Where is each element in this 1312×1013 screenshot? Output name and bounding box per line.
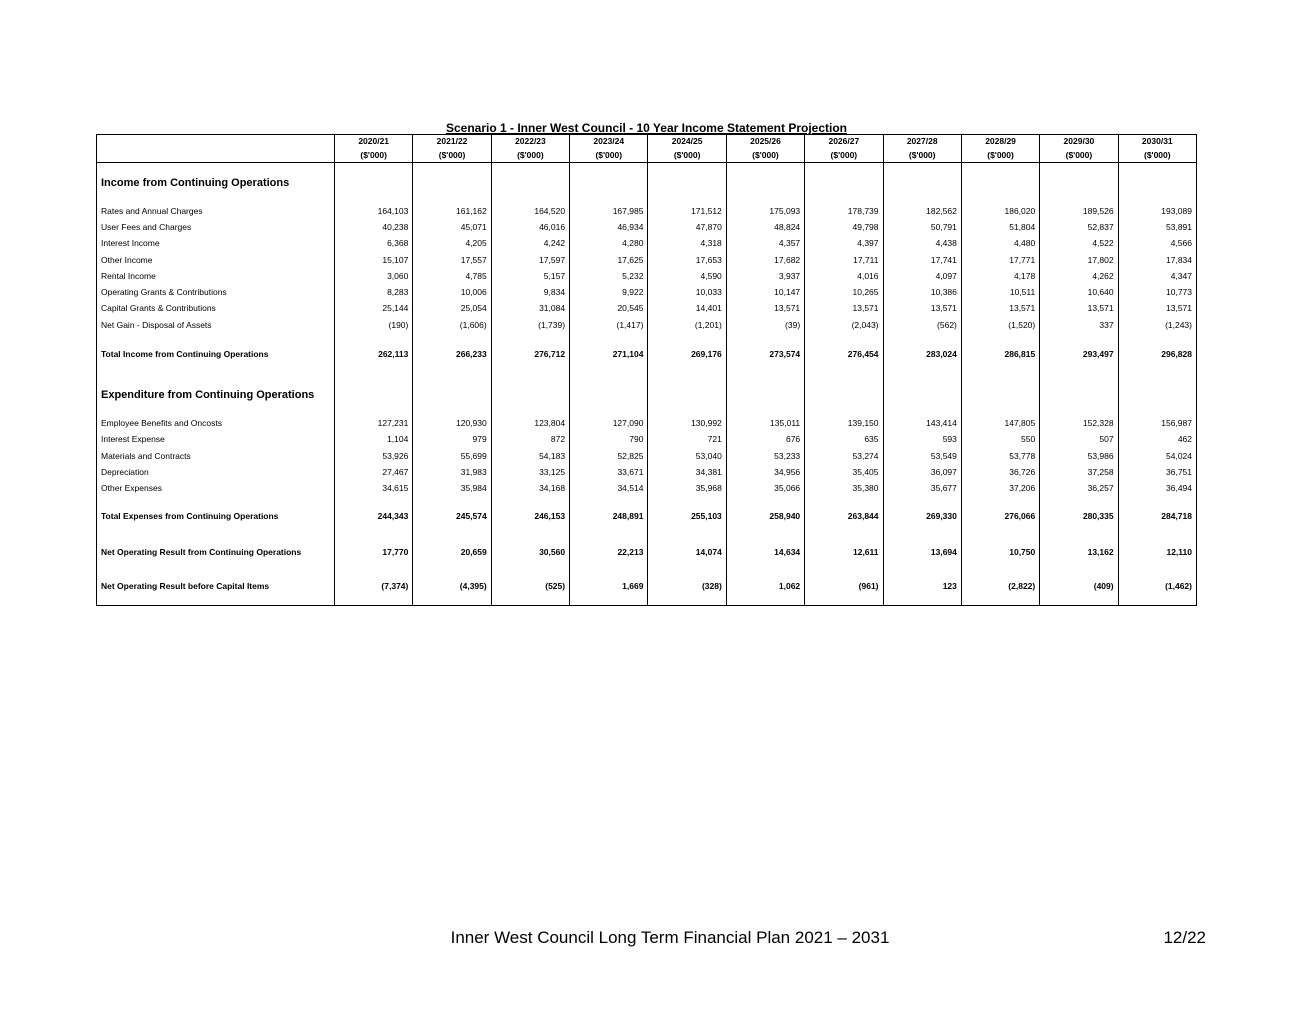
footer-title: Inner West Council Long Term Financial Plan 2021 – 2031 [450,928,890,947]
value-cell: 3,060 [335,268,413,284]
year-header: 2028/29 [961,135,1039,149]
value-cell: 20,545 [570,301,648,317]
value-cell: 34,956 [726,464,804,480]
value-cell: (2,043) [805,317,883,333]
value-cell [335,375,413,415]
year-header: 2022/23 [491,135,569,149]
value-cell: 51,804 [961,219,1039,235]
value-cell: 49,798 [805,219,883,235]
value-cell [491,375,569,415]
table-row [97,252,1197,268]
unit-header: ($'000) [1118,148,1196,163]
value-cell: 462 [1118,432,1196,448]
value-cell: 10,006 [413,284,491,300]
row-label: Interest Income [97,236,335,252]
value-cell: (1,739) [491,317,569,333]
value-cell: 31,983 [413,464,491,480]
value-cell: 507 [1040,432,1118,448]
value-cell: 45,071 [413,219,491,235]
value-cell: 13,571 [883,301,961,317]
year-header: 2026/27 [805,135,883,149]
value-cell: 46,016 [491,219,569,235]
value-cell: 14,634 [726,537,804,569]
value-cell: 244,343 [335,497,413,537]
unit-header: ($'000) [413,148,491,163]
value-cell: 147,805 [961,415,1039,431]
value-cell: 1,062 [726,569,804,606]
year-header: 2023/24 [570,135,648,149]
value-cell: 872 [491,432,569,448]
value-cell [570,375,648,415]
row-label: Total Expenses from Continuing Operations [97,497,335,537]
value-cell: 135,011 [726,415,804,431]
value-cell: 276,066 [961,497,1039,537]
value-cell [726,163,804,204]
value-cell: 593 [883,432,961,448]
value-cell: 36,257 [1040,481,1118,497]
value-cell: 53,233 [726,448,804,464]
year-header: 2020/21 [335,135,413,149]
row-label: Depreciation [97,464,335,480]
table-row [97,284,1197,300]
value-cell: 1,104 [335,432,413,448]
value-cell: 35,677 [883,481,961,497]
value-cell: 13,571 [1040,301,1118,317]
value-cell: 164,103 [335,203,413,219]
value-cell [883,375,961,415]
value-cell [413,163,491,204]
value-cell: 5,157 [491,268,569,284]
year-header-row [97,135,1197,149]
table-row [97,236,1197,252]
value-cell: 123 [883,569,961,606]
value-cell: 4,480 [961,236,1039,252]
value-cell: 276,712 [491,333,569,375]
row-label: Net Operating Result before Capital Items [97,569,335,606]
header-blank [97,148,335,163]
value-cell: 5,232 [570,268,648,284]
value-cell: 283,024 [883,333,961,375]
value-cell: 550 [961,432,1039,448]
value-cell: 248,891 [570,497,648,537]
value-cell [1118,375,1196,415]
value-cell [961,375,1039,415]
value-cell [961,163,1039,204]
year-header: 2027/28 [883,135,961,149]
table-row [97,268,1197,284]
value-cell: 4,438 [883,236,961,252]
value-cell: (1,520) [961,317,1039,333]
section-heading [97,375,1197,415]
value-cell: 4,785 [413,268,491,284]
value-cell: 17,597 [491,252,569,268]
value-cell: 258,940 [726,497,804,537]
value-cell [805,163,883,204]
value-cell [1118,163,1196,204]
value-cell: 35,405 [805,464,883,480]
year-header: 2021/22 [413,135,491,149]
row-label: Other Expenses [97,481,335,497]
value-cell: (1,462) [1118,569,1196,606]
year-header: 2024/25 [648,135,726,149]
value-cell: 9,922 [570,284,648,300]
value-cell: 53,891 [1118,219,1196,235]
unit-header: ($'000) [1040,148,1118,163]
unit-header: ($'000) [961,148,1039,163]
row-label: Income from Continuing Operations [97,163,335,204]
value-cell: 53,926 [335,448,413,464]
value-cell: 4,242 [491,236,569,252]
row-label: Net Gain - Disposal of Assets [97,317,335,333]
value-cell: (1,606) [413,317,491,333]
value-cell: 17,711 [805,252,883,268]
value-cell: 20,659 [413,537,491,569]
value-cell: 284,718 [1118,497,1196,537]
value-cell: 30,560 [491,537,569,569]
value-cell: 10,511 [961,284,1039,300]
value-cell: 17,653 [648,252,726,268]
header-blank [97,135,335,149]
value-cell: 4,205 [413,236,491,252]
value-cell: 6,368 [335,236,413,252]
value-cell: 25,144 [335,301,413,317]
value-cell: 293,497 [1040,333,1118,375]
value-cell: 35,066 [726,481,804,497]
unit-header: ($'000) [648,148,726,163]
value-cell [648,163,726,204]
row-label: Capital Grants & Contributions [97,301,335,317]
value-cell: 182,562 [883,203,961,219]
value-cell: 8,283 [335,284,413,300]
value-cell: 143,414 [883,415,961,431]
value-cell [648,375,726,415]
table-row [97,317,1197,333]
value-cell: 52,825 [570,448,648,464]
value-cell: 280,335 [1040,497,1118,537]
value-cell: 676 [726,432,804,448]
value-cell: 53,986 [1040,448,1118,464]
value-cell: (961) [805,569,883,606]
value-cell: 337 [1040,317,1118,333]
value-cell: (1,417) [570,317,648,333]
value-cell: 10,773 [1118,284,1196,300]
value-cell: (409) [1040,569,1118,606]
value-cell: 139,150 [805,415,883,431]
value-cell: 635 [805,432,883,448]
value-cell [335,163,413,204]
value-cell [491,163,569,204]
value-cell: 55,699 [413,448,491,464]
table-row [97,301,1197,317]
table-row [97,219,1197,235]
value-cell: 123,804 [491,415,569,431]
value-cell: 34,168 [491,481,569,497]
value-cell: 186,020 [961,203,1039,219]
value-cell [805,375,883,415]
value-cell: 245,574 [413,497,491,537]
value-cell: 127,231 [335,415,413,431]
value-cell: 36,494 [1118,481,1196,497]
value-cell: 27,467 [335,464,413,480]
row-label: Rates and Annual Charges [97,203,335,219]
year-header: 2030/31 [1118,135,1196,149]
value-cell: 10,265 [805,284,883,300]
value-cell: 46,934 [570,219,648,235]
value-cell: 178,739 [805,203,883,219]
value-cell: 161,162 [413,203,491,219]
value-cell: 262,113 [335,333,413,375]
value-cell: 255,103 [648,497,726,537]
value-cell: 10,750 [961,537,1039,569]
value-cell: 33,125 [491,464,569,480]
value-cell: 40,238 [335,219,413,235]
value-cell: 10,147 [726,284,804,300]
row-label: Employee Benefits and Oncosts [97,415,335,431]
value-cell: 296,828 [1118,333,1196,375]
value-cell: 273,574 [726,333,804,375]
row-label: Interest Expense [97,432,335,448]
value-cell: 36,751 [1118,464,1196,480]
value-cell [726,375,804,415]
unit-header: ($'000) [335,148,413,163]
value-cell: 25,054 [413,301,491,317]
section-heading [97,163,1197,204]
total-row [97,497,1197,537]
value-cell: 13,571 [961,301,1039,317]
value-cell: 286,815 [961,333,1039,375]
unit-header: ($'000) [491,148,569,163]
value-cell: 152,328 [1040,415,1118,431]
value-cell: 17,741 [883,252,961,268]
value-cell: (328) [648,569,726,606]
value-cell: 37,258 [1040,464,1118,480]
value-cell: 12,611 [805,537,883,569]
value-cell: 156,987 [1118,415,1196,431]
value-cell: (525) [491,569,569,606]
value-cell: 9,834 [491,284,569,300]
value-cell [1040,163,1118,204]
value-cell: 175,093 [726,203,804,219]
row-label: Materials and Contracts [97,448,335,464]
value-cell: 3,937 [726,268,804,284]
unit-header-row [97,148,1197,163]
value-cell: 193,089 [1118,203,1196,219]
row-label: Other Income [97,252,335,268]
value-cell: 263,844 [805,497,883,537]
value-cell: 269,176 [648,333,726,375]
unit-header: ($'000) [883,148,961,163]
income-statement-table [96,134,1197,606]
value-cell: (39) [726,317,804,333]
value-cell: 127,090 [570,415,648,431]
value-cell: 120,930 [413,415,491,431]
row-label: Expenditure from Continuing Operations [97,375,335,415]
value-cell: 246,153 [491,497,569,537]
value-cell: 34,615 [335,481,413,497]
value-cell: 34,514 [570,481,648,497]
value-cell: 4,397 [805,236,883,252]
value-cell: 12,110 [1118,537,1196,569]
table-row [97,415,1197,431]
row-label: Total Income from Continuing Operations [97,333,335,375]
value-cell: (1,201) [648,317,726,333]
row-label: Rental Income [97,268,335,284]
value-cell: 17,834 [1118,252,1196,268]
table-row [97,203,1197,219]
table-row [97,448,1197,464]
total-row [97,333,1197,375]
unit-header: ($'000) [726,148,804,163]
row-label: User Fees and Charges [97,219,335,235]
value-cell [883,163,961,204]
unit-header: ($'000) [805,148,883,163]
value-cell: 22,213 [570,537,648,569]
value-cell: 36,726 [961,464,1039,480]
value-cell: (7,374) [335,569,413,606]
value-cell: 4,522 [1040,236,1118,252]
table-title: Scenario 1 - Inner West Council - 10 Year Income Statement Projection [445,121,847,135]
value-cell: 35,968 [648,481,726,497]
value-cell: 4,097 [883,268,961,284]
unit-header: ($'000) [570,148,648,163]
value-cell: 269,330 [883,497,961,537]
value-cell: 13,694 [883,537,961,569]
value-cell: 979 [413,432,491,448]
value-cell: 10,640 [1040,284,1118,300]
value-cell: 53,778 [961,448,1039,464]
value-cell: 4,347 [1118,268,1196,284]
row-label: Net Operating Result from Continuing Operations [97,537,335,569]
value-cell: 52,837 [1040,219,1118,235]
value-cell: 276,454 [805,333,883,375]
value-cell: 790 [570,432,648,448]
value-cell: 13,571 [805,301,883,317]
value-cell: 53,040 [648,448,726,464]
value-cell: 31,084 [491,301,569,317]
value-cell: 17,682 [726,252,804,268]
value-cell: 15,107 [335,252,413,268]
value-cell: 4,262 [1040,268,1118,284]
row-label: Operating Grants & Contributions [97,284,335,300]
value-cell: 171,512 [648,203,726,219]
value-cell: 37,206 [961,481,1039,497]
value-cell: 17,771 [961,252,1039,268]
value-cell: 4,016 [805,268,883,284]
value-cell: 35,984 [413,481,491,497]
value-cell: 17,625 [570,252,648,268]
value-cell: 4,280 [570,236,648,252]
value-cell: 48,824 [726,219,804,235]
value-cell: 53,274 [805,448,883,464]
value-cell: 14,074 [648,537,726,569]
value-cell: 130,992 [648,415,726,431]
value-cell: 36,097 [883,464,961,480]
value-cell: 4,590 [648,268,726,284]
value-cell: 13,162 [1040,537,1118,569]
value-cell: 189,526 [1040,203,1118,219]
value-cell: 53,549 [883,448,961,464]
page-number: 12/22 [1163,928,1206,947]
value-cell: 10,033 [648,284,726,300]
value-cell: 34,381 [648,464,726,480]
year-header: 2029/30 [1040,135,1118,149]
net-before-capital-row [97,569,1197,606]
value-cell: 4,357 [726,236,804,252]
value-cell [1040,375,1118,415]
table-row [97,481,1197,497]
value-cell: 47,870 [648,219,726,235]
value-cell: 17,802 [1040,252,1118,268]
value-cell: 54,183 [491,448,569,464]
value-cell: 54,024 [1118,448,1196,464]
value-cell: 721 [648,432,726,448]
value-cell: 4,566 [1118,236,1196,252]
value-cell: 50,791 [883,219,961,235]
net-result-row [97,537,1197,569]
value-cell: 4,178 [961,268,1039,284]
value-cell: 13,571 [1118,301,1196,317]
value-cell: 271,104 [570,333,648,375]
value-cell: 17,557 [413,252,491,268]
table-row [97,464,1197,480]
table-row [97,432,1197,448]
value-cell: (562) [883,317,961,333]
value-cell: 10,386 [883,284,961,300]
value-cell: 266,233 [413,333,491,375]
value-cell: 33,671 [570,464,648,480]
value-cell: 14,401 [648,301,726,317]
value-cell: 1,669 [570,569,648,606]
value-cell: 17,770 [335,537,413,569]
value-cell: (1,243) [1118,317,1196,333]
value-cell: (4,395) [413,569,491,606]
value-cell: 4,318 [648,236,726,252]
value-cell: 13,571 [726,301,804,317]
value-cell [413,375,491,415]
value-cell: (2,822) [961,569,1039,606]
year-header: 2025/26 [726,135,804,149]
value-cell: 167,985 [570,203,648,219]
value-cell: (190) [335,317,413,333]
value-cell: 35,380 [805,481,883,497]
value-cell [570,163,648,204]
value-cell: 164,520 [491,203,569,219]
